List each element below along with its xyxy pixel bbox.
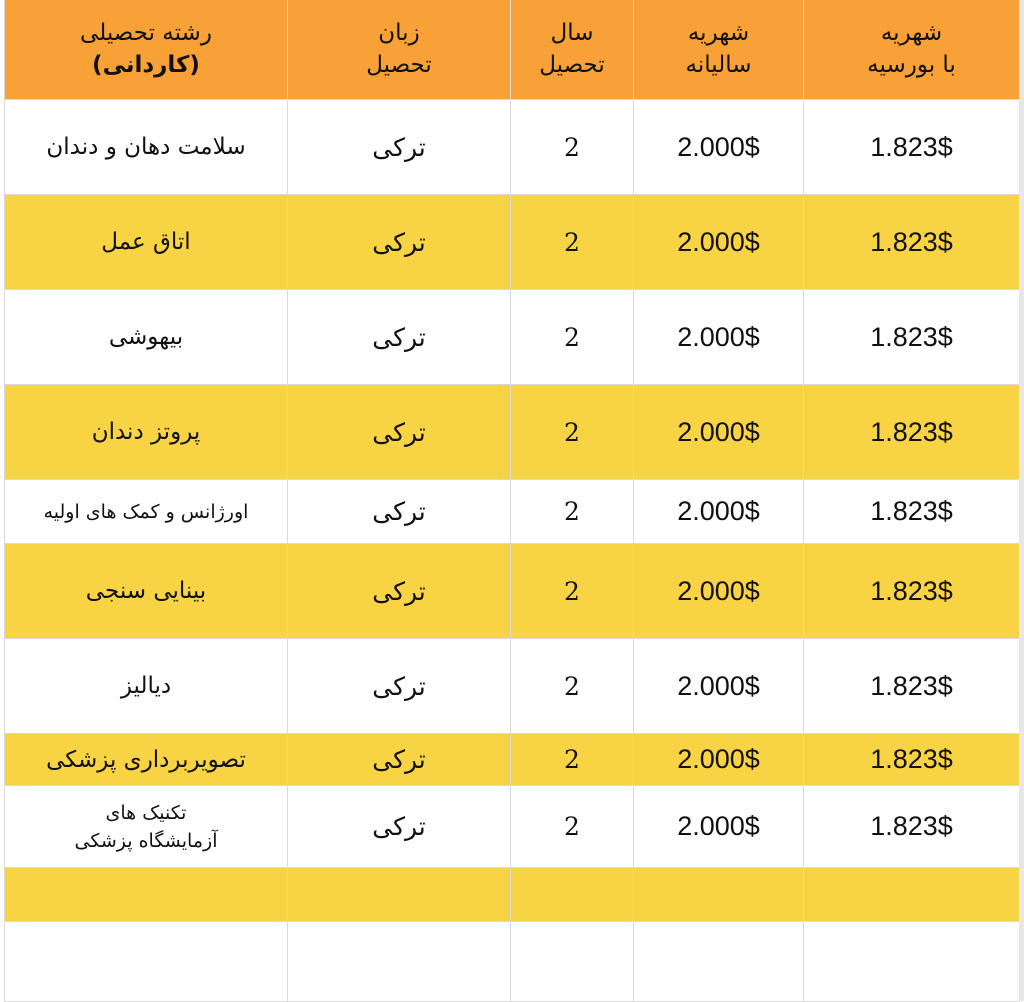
scholarship-tuition-cell: 1.823$ bbox=[804, 100, 1020, 195]
table-row bbox=[5, 290, 1020, 385]
annual-tuition-cell: 2.000$ bbox=[634, 195, 804, 290]
study-years-cell: 2 bbox=[511, 480, 634, 544]
header-annual-tuition: شهریه سالیانه bbox=[634, 0, 804, 100]
language-cell: ترکی bbox=[288, 734, 511, 786]
annual-tuition-cell: 2.000$ bbox=[634, 100, 804, 195]
field-of-study-cell: اورژانس و کمک های اولیه bbox=[5, 480, 288, 544]
table-row bbox=[5, 639, 1020, 734]
scholarship-tuition-cell: 1.823$ bbox=[804, 544, 1020, 639]
empty-cell bbox=[804, 868, 1020, 922]
table-row bbox=[5, 786, 1020, 868]
table-row bbox=[5, 385, 1020, 480]
study-years-cell: 2 bbox=[511, 100, 634, 195]
scholarship-tuition-cell: 1.823$ bbox=[804, 290, 1020, 385]
scholarship-tuition-cell: 1.823$ bbox=[804, 195, 1020, 290]
empty-cell bbox=[288, 922, 511, 1002]
header-row bbox=[5, 0, 1020, 100]
table-row bbox=[5, 734, 1020, 786]
scholarship-tuition-cell: 1.823$ bbox=[804, 786, 1020, 868]
field-of-study-cell: تکنیک های آزمایشگاه پزشکی bbox=[5, 786, 288, 868]
scholarship-tuition-cell: 1.823$ bbox=[804, 734, 1020, 786]
empty-cell bbox=[804, 922, 1020, 1002]
scholarship-tuition-cell: 1.823$ bbox=[804, 385, 1020, 480]
empty-cell bbox=[288, 868, 511, 922]
table-row bbox=[5, 100, 1020, 195]
empty-cell bbox=[511, 922, 634, 1002]
field-of-study-cell: بینایی سنجی bbox=[5, 544, 288, 639]
study-years-cell: 2 bbox=[511, 639, 634, 734]
empty-cell bbox=[634, 868, 804, 922]
annual-tuition-cell: 2.000$ bbox=[634, 290, 804, 385]
field-of-study-cell: بیهوشی bbox=[5, 290, 288, 385]
empty-row bbox=[5, 922, 1020, 1002]
language-cell: ترکی bbox=[288, 639, 511, 734]
empty-cell bbox=[634, 922, 804, 1002]
empty-row bbox=[5, 868, 1020, 922]
language-cell: ترکی bbox=[288, 480, 511, 544]
language-cell: ترکی bbox=[288, 290, 511, 385]
tuition-table bbox=[4, 0, 1020, 1002]
language-cell: ترکی bbox=[288, 100, 511, 195]
annual-tuition-cell: 2.000$ bbox=[634, 544, 804, 639]
study-years-cell: 2 bbox=[511, 290, 634, 385]
scholarship-tuition-cell: 1.823$ bbox=[804, 639, 1020, 734]
table-row bbox=[5, 480, 1020, 544]
annual-tuition-cell: 2.000$ bbox=[634, 734, 804, 786]
annual-tuition-cell: 2.000$ bbox=[634, 480, 804, 544]
field-of-study-cell: دیالیز bbox=[5, 639, 288, 734]
empty-cell bbox=[5, 922, 288, 1002]
header-study-years: سال تحصیل bbox=[511, 0, 634, 100]
language-cell: ترکی bbox=[288, 544, 511, 639]
language-cell: ترکی bbox=[288, 786, 511, 868]
study-years-cell: 2 bbox=[511, 734, 634, 786]
field-of-study-cell: تصویربرداری پزشکی bbox=[5, 734, 288, 786]
field-of-study-cell: پروتز دندان bbox=[5, 385, 288, 480]
header-scholarship-tuition: شهریه با بورسیه bbox=[804, 0, 1020, 100]
scholarship-tuition-cell: 1.823$ bbox=[804, 480, 1020, 544]
study-years-cell: 2 bbox=[511, 195, 634, 290]
table-row bbox=[5, 195, 1020, 290]
header-language: زبان تحصیل bbox=[288, 0, 511, 100]
study-years-cell: 2 bbox=[511, 544, 634, 639]
language-cell: ترکی bbox=[288, 385, 511, 480]
field-of-study-cell: سلامت دهان و دندان bbox=[5, 100, 288, 195]
study-years-cell: 2 bbox=[511, 786, 634, 868]
study-years-cell: 2 bbox=[511, 385, 634, 480]
field-of-study-cell: اتاق عمل bbox=[5, 195, 288, 290]
annual-tuition-cell: 2.000$ bbox=[634, 639, 804, 734]
empty-cell bbox=[5, 868, 288, 922]
empty-cell bbox=[511, 868, 634, 922]
window-edge bbox=[1019, 0, 1024, 1001]
language-cell: ترکی bbox=[288, 195, 511, 290]
annual-tuition-cell: 2.000$ bbox=[634, 385, 804, 480]
table-row bbox=[5, 544, 1020, 639]
header-field-of-study: رشته تحصیلی (کاردانی) bbox=[5, 0, 288, 100]
annual-tuition-cell: 2.000$ bbox=[634, 786, 804, 868]
